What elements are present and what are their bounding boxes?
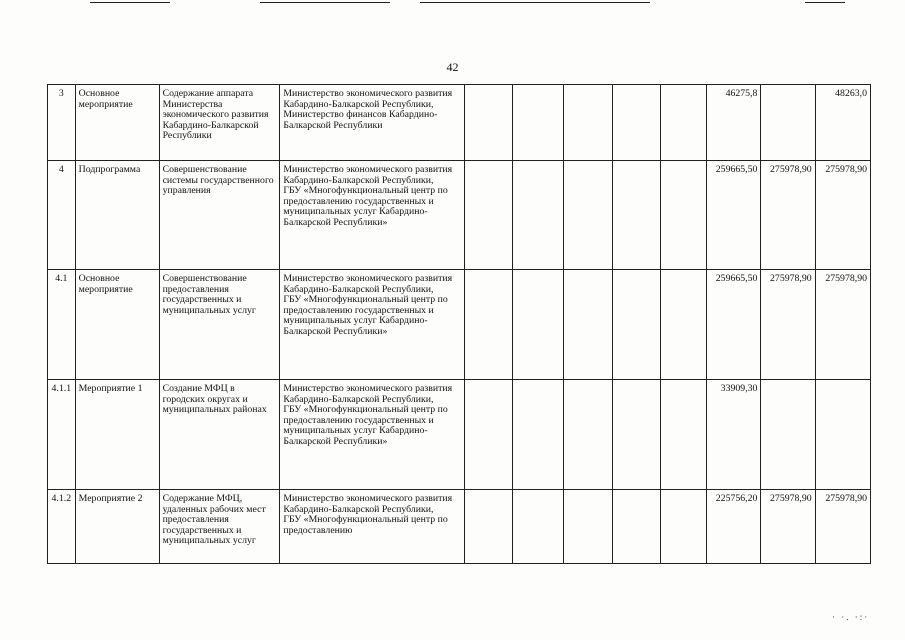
empty-cell <box>464 161 512 270</box>
empty-cell <box>512 490 563 564</box>
row-executor: Министерство экономического развития Кабардино-Балкарской Республики, ГБУ «Многофункциональный центр по предоставлению государственных и муниципальных услуг Кабардино-Балкарской Республики» <box>280 270 464 380</box>
empty-cell <box>613 161 661 270</box>
empty-cell <box>563 85 612 161</box>
empty-cell <box>563 270 612 380</box>
empty-cell <box>661 85 707 161</box>
row-name: Создание МФЦ в городских округах и муниципальных районах <box>159 380 280 490</box>
empty-cell <box>613 270 661 380</box>
scan-artifact-line <box>90 2 170 3</box>
amount-cell: 33909,30 <box>707 380 761 490</box>
empty-cell <box>563 490 612 564</box>
row-name: Совершенствование системы государственного управления <box>159 161 280 270</box>
table-row <box>48 85 871 161</box>
empty-cell <box>512 85 563 161</box>
empty-cell <box>464 270 512 380</box>
empty-cell <box>661 270 707 380</box>
empty-cell <box>464 380 512 490</box>
empty-cell <box>563 380 612 490</box>
row-executor: Министерство экономического развития Кабардино-Балкарской Республики, ГБУ «Многофункциональный центр по предоставлению <box>280 490 464 564</box>
empty-cell <box>512 161 563 270</box>
scan-artifact-line <box>805 2 845 3</box>
row-number: 3 <box>48 85 76 161</box>
amount-cell: 259665,50 <box>707 161 761 270</box>
amount-cell <box>761 380 815 490</box>
row-status: Мероприятие 1 <box>75 380 159 490</box>
empty-cell <box>613 85 661 161</box>
amount-cell: 275978,90 <box>815 161 870 270</box>
page-number: 42 <box>446 60 459 74</box>
empty-cell <box>563 161 612 270</box>
empty-cell <box>661 380 707 490</box>
row-executor: Министерство экономического развития Кабардино-Балкарской Республики, ГБУ «Многофункциональный центр по предоставлению государственных и муниципальных услуг Кабардино-Балкарской Республики» <box>280 380 464 490</box>
amount-cell: 48263,0 <box>815 85 870 161</box>
amount-cell: 46275,8 <box>707 85 761 161</box>
row-status: Подпрограмма <box>75 161 159 270</box>
row-number: 4 <box>48 161 76 270</box>
empty-cell <box>613 380 661 490</box>
table-row <box>48 380 871 490</box>
row-number: 4.1.1 <box>48 380 76 490</box>
row-status: Мероприятие 2 <box>75 490 159 564</box>
row-name: Совершенствование предоставления государственных и муниципальных услуг <box>159 270 280 380</box>
amount-cell <box>815 380 870 490</box>
row-number: 4.1.2 <box>48 490 76 564</box>
empty-cell <box>512 270 563 380</box>
amount-cell: 259665,50 <box>707 270 761 380</box>
amount-cell: 275978,90 <box>761 490 815 564</box>
empty-cell <box>464 490 512 564</box>
row-status: Основное мероприятие <box>75 85 159 161</box>
amount-cell <box>761 85 815 161</box>
amount-cell: 225756,20 <box>707 490 761 564</box>
table-row <box>48 270 871 380</box>
scan-artifact-line <box>420 2 650 3</box>
row-name: Содержание МФЦ, удаленных рабочих мест предоставления государственных и муниципальных услуг <box>159 490 280 564</box>
budget-table <box>47 84 871 564</box>
amount-cell: 275978,90 <box>815 270 870 380</box>
table-row <box>48 161 871 270</box>
table-row <box>48 490 871 564</box>
row-name: Содержание аппарата Министерства экономического развития Кабардино-Балкарской Республики <box>159 85 280 161</box>
empty-cell <box>661 161 707 270</box>
empty-cell <box>464 85 512 161</box>
scan-artifact-marks: · ·. ·:· <box>832 612 870 622</box>
amount-cell: 275978,90 <box>815 490 870 564</box>
empty-cell <box>661 490 707 564</box>
row-executor: Министерство экономического развития Кабардино-Балкарской Республики, ГБУ «Многофункциональный центр по предоставлению государственных и муниципальных услуг Кабардино-Балкарской Республики» <box>280 161 464 270</box>
amount-cell: 275978,90 <box>761 161 815 270</box>
scan-artifact-line <box>260 2 390 3</box>
row-status: Основное мероприятие <box>75 270 159 380</box>
row-executor: Министерство экономического развития Кабардино-Балкарской Республики, Министерство финансов Кабардино-Балкарской Республики <box>280 85 464 161</box>
row-number: 4.1 <box>48 270 76 380</box>
empty-cell <box>613 490 661 564</box>
amount-cell: 275978,90 <box>761 270 815 380</box>
empty-cell <box>512 380 563 490</box>
